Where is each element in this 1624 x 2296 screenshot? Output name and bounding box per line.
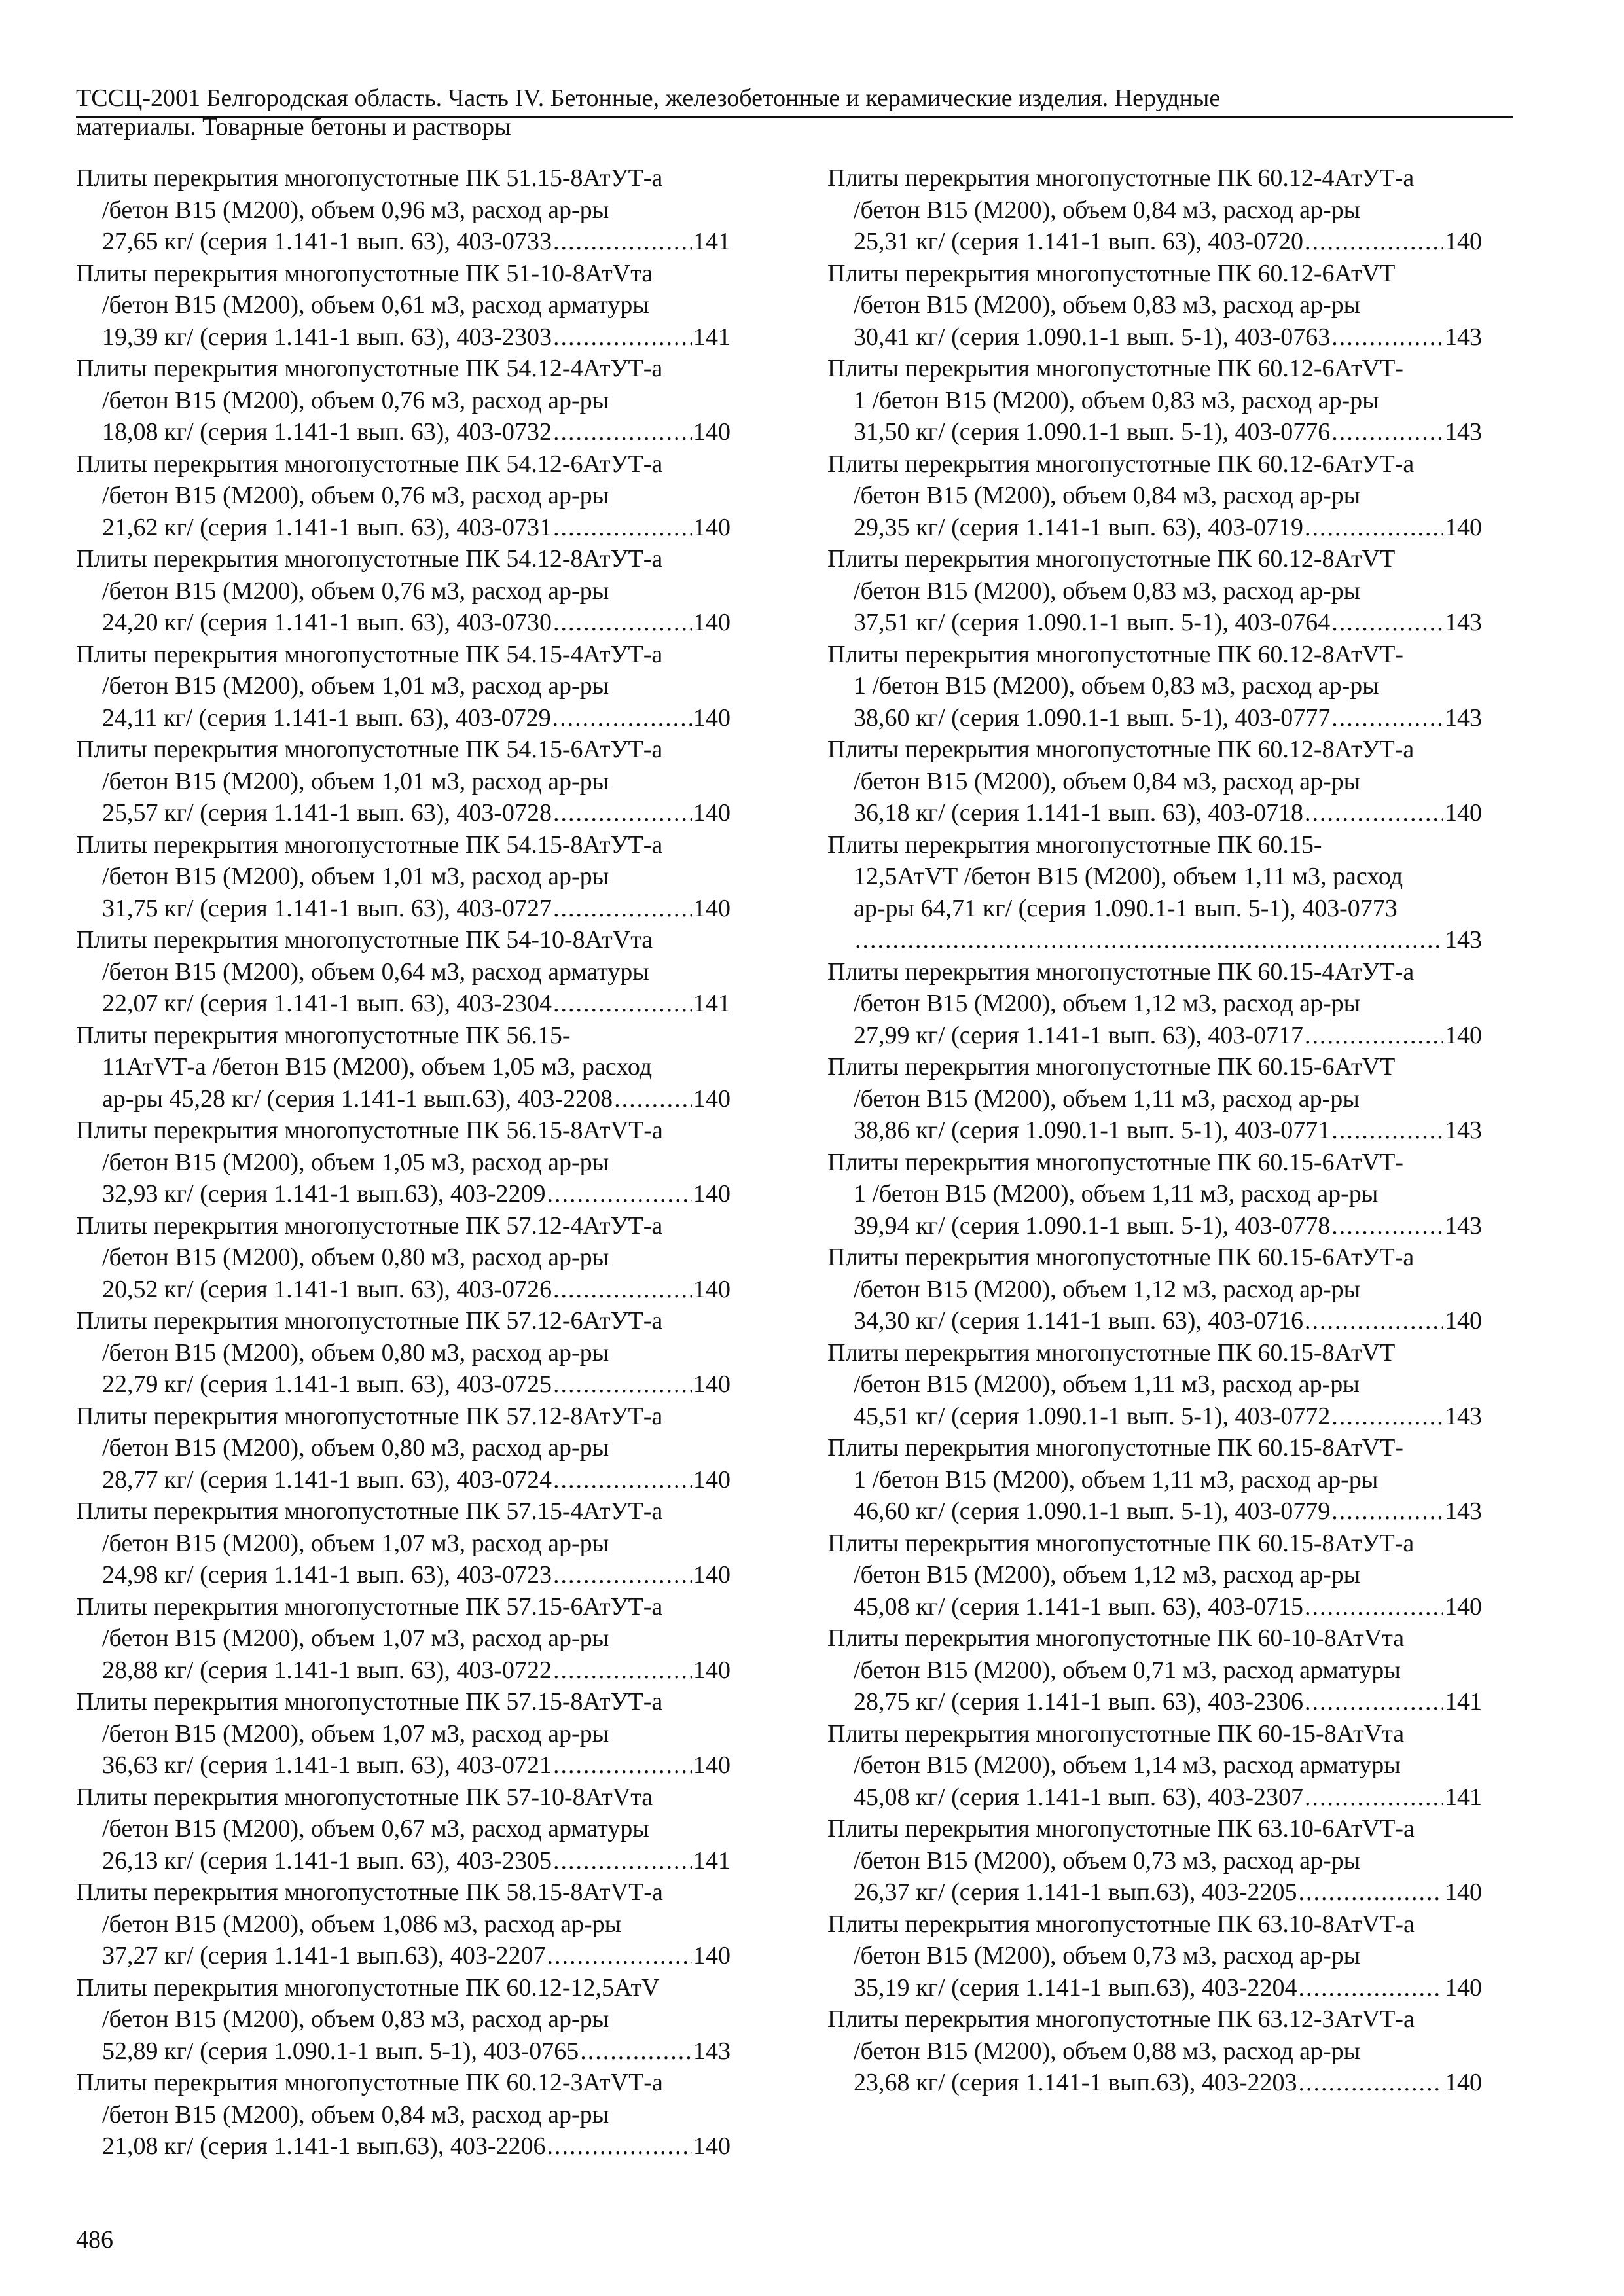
entry-text-line: 18,08 кг/ (серия 1.141-1 вып. 63), 403-0732 — [102, 418, 552, 446]
entry-page-ref: 140 — [693, 704, 731, 732]
entry-text-line: /бетон В15 (М200), объем 0,80 м3, расход ар-ры — [102, 1338, 609, 1367]
entry-text-line: 25,31 кг/ (серия 1.141-1 вып. 63), 403-0720 — [854, 228, 1304, 255]
entry-last-line — [76, 226, 731, 258]
entry-last-line — [827, 416, 1482, 448]
entry-text-line: Плиты перекрытия многопустотные ПК 58.15-8АтVТ-а — [76, 1878, 663, 1906]
entry-last-line — [76, 2036, 731, 2068]
entry-text-line: 1 /бетон В15 (М200), объем 1,11 м3, расход ар-ры — [854, 1465, 1379, 1494]
index-entry — [76, 1686, 731, 1782]
entry-text-line: ар-ры 45,28 кг/ (серия 1.141-1 вып.63), 403-2208 — [102, 1085, 613, 1113]
entry-text-line: /бетон В15 (М200), объем 0,84 м3, расход ар-ры — [102, 2100, 609, 2128]
entry-last-line — [827, 321, 1482, 353]
entry-last-line — [76, 797, 731, 829]
dot-leader — [553, 1464, 692, 1496]
index-entry — [76, 1591, 731, 1687]
entry-text-line: Плиты перекрытия многопустотные ПК 63.10-6АтVТ-а — [827, 1815, 1415, 1842]
entry-last-line — [827, 702, 1482, 734]
entry-text-line: 37,27 кг/ (серия 1.141-1 вып.63), 403-2207 — [102, 1942, 546, 1969]
entry-page-ref: 143 — [1445, 1117, 1482, 1144]
entry-last-line — [827, 1591, 1482, 1623]
index-entry — [827, 1528, 1482, 1623]
entry-text-line: Плиты перекрытия многопустотные ПК 60-15-8АтVта — [827, 1719, 1405, 1748]
dot-leader — [553, 512, 692, 544]
dot-leader — [1331, 1115, 1443, 1147]
entry-text-line: /бетон В15 (М200), объем 0,80 м3, расход ар-ры — [102, 1244, 609, 1271]
entry-text-line: /бетон В15 (М200), объем 1,086 м3, расход ар-ры — [102, 1910, 622, 1938]
entry-text-line: /бетон В15 (М200), объем 0,88 м3, расход ар-ры — [854, 2037, 1361, 2065]
entry-page-ref: 140 — [1445, 513, 1482, 541]
entry-page-ref: 140 — [693, 513, 731, 541]
entry-page-ref: 140 — [693, 1465, 731, 1494]
index-entry — [76, 448, 731, 544]
dot-leader — [1331, 702, 1443, 734]
entry-text-line: Плиты перекрытия многопустотные ПК 60.12-6АтVТ — [827, 259, 1396, 287]
entry-text-line: /бетон В15 (М200), объем 0,76 м3, расход ар-ры — [102, 577, 609, 605]
entry-page-ref: 140 — [1445, 1592, 1482, 1621]
entry-text-line: /бетон В15 (М200), объем 0,96 м3, расход ар-ры — [102, 196, 609, 224]
entry-text-line: 46,60 кг/ (серия 1.090.1-1 вып. 5-1), 403-0779 — [854, 1498, 1331, 1525]
index-entry — [827, 1813, 1482, 1909]
entry-text-line: 39,94 кг/ (серия 1.090.1-1 вып. 5-1), 403-0778 — [854, 1211, 1331, 1240]
dot-leader — [1331, 321, 1443, 353]
entry-text-line: 31,75 кг/ (серия 1.141-1 вып. 63), 403-0727 — [102, 894, 552, 922]
entry-last-line — [76, 607, 731, 639]
dot-leader — [1299, 1972, 1443, 2004]
dot-leader — [1299, 2067, 1443, 2099]
entry-text-line: 36,63 кг/ (серия 1.141-1 вып. 63), 403-0721 — [102, 1751, 552, 1779]
entry-text-line: Плиты перекрытия многопустотные ПК 60-10-8АтVта — [827, 1624, 1405, 1652]
entry-text-line: Плиты перекрытия многопустотные ПК 51.15-8АтУТ-а — [76, 164, 663, 192]
entry-text-line: Плиты перекрытия многопустотные ПК 60.15-8АтУТ-а — [827, 1529, 1415, 1557]
entry-text-line: Плиты перекрытия многопустотные ПК 63.12-3АтVТ-а — [827, 2005, 1415, 2033]
entry-text-line: /бетон В15 (М200), объем 0,64 м3, расход арматуры — [102, 958, 649, 986]
entry-page-ref: 140 — [693, 2132, 731, 2160]
entry-text-line: 24,98 кг/ (серия 1.141-1 вып. 63), 403-0723 — [102, 1561, 552, 1588]
entry-last-line — [827, 1782, 1482, 1814]
entry-text-line: 22,07 кг/ (серия 1.141-1 вып. 63), 403-2304 — [102, 990, 552, 1017]
entry-text-line: /бетон В15 (М200), объем 0,73 м3, расход ар-ры — [854, 1846, 1361, 1874]
entry-text-line: 27,65 кг/ (серия 1.141-1 вып. 63), 403-0733 — [102, 228, 552, 255]
entry-last-line — [827, 1305, 1482, 1337]
entry-text-line: Плиты перекрытия многопустотные ПК 60.15-6АтУТ-а — [827, 1244, 1415, 1271]
entry-text-line: Плиты перекрытия многопустотные ПК 60.12-4АтУТ-а — [827, 164, 1415, 192]
index-entry — [76, 1496, 731, 1591]
entry-last-line — [827, 607, 1482, 639]
dot-leader — [553, 607, 692, 639]
index-entry — [76, 1782, 731, 1877]
index-entry — [76, 734, 731, 829]
entry-last-line — [76, 1083, 731, 1115]
entry-text-line: 22,79 кг/ (серия 1.141-1 вып. 63), 403-0725 — [102, 1371, 552, 1398]
entry-text-line: 24,11 кг/ (серия 1.141-1 вып. 63), 403-0729 — [102, 704, 551, 732]
dot-leader — [547, 1940, 692, 1972]
entry-text-line: 32,93 кг/ (серия 1.141-1 вып.63), 403-2209 — [102, 1180, 546, 1208]
entry-text-line: Плиты перекрытия многопустотные ПК 60.15-8АтVТ — [827, 1338, 1396, 1367]
entry-text-line: /бетон В15 (М200), объем 1,14 м3, расход арматуры — [854, 1751, 1401, 1779]
entry-text-line: Плиты перекрытия многопустотные ПК 57.12-8АтУТ-а — [76, 1402, 663, 1430]
entry-text-line: 30,41 кг/ (серия 1.090.1-1 вып. 5-1), 403-0763 — [854, 323, 1331, 351]
entry-text-line: 1 /бетон В15 (М200), объем 0,83 м3, расход ар-ры — [854, 386, 1379, 414]
index-entry — [76, 829, 731, 925]
entry-text-line: 52,89 кг/ (серия 1.090.1-1 вып. 5-1), 403-0765 — [102, 2037, 579, 2065]
entry-text-line: 25,57 кг/ (серия 1.141-1 вып. 63), 403-0728 — [102, 799, 552, 827]
entry-text-line: 1 /бетон В15 (М200), объем 0,83 м3, расход ар-ры — [854, 672, 1379, 700]
entry-page-ref: 143 — [1445, 418, 1482, 446]
entry-text-line: 45,08 кг/ (серия 1.141-1 вып. 63), 403-2307 — [854, 1783, 1304, 1811]
entry-page-ref: 140 — [693, 609, 731, 636]
entry-page-ref: 140 — [1445, 1973, 1482, 2001]
entry-page-ref: 143 — [1445, 609, 1482, 636]
entry-text-line: /бетон В15 (М200), объем 0,83 м3, расход ар-ры — [102, 2005, 609, 2033]
entry-text-line: /бетон В15 (М200), объем 1,11 м3, расход ар-ры — [854, 1085, 1360, 1113]
entry-text-line: Плиты перекрытия многопустотные ПК 54.15-8АтУТ-а — [76, 831, 663, 859]
dot-leader — [1305, 797, 1443, 829]
entry-text-line: 28,75 кг/ (серия 1.141-1 вып. 63), 403-2306 — [854, 1688, 1304, 1715]
entry-last-line — [76, 1464, 731, 1496]
index-entry — [827, 1432, 1482, 1528]
entry-text-line: 45,08 кг/ (серия 1.141-1 вып. 63), 403-0715 — [854, 1592, 1304, 1621]
entry-text-line: 21,08 кг/ (серия 1.141-1 вып.63), 403-2206 — [102, 2132, 546, 2160]
dot-leader — [1331, 607, 1443, 639]
entry-page-ref: 140 — [693, 1656, 731, 1684]
entry-last-line — [76, 512, 731, 544]
entry-last-line — [827, 1401, 1482, 1433]
entry-text-line: Плиты перекрытия многопустотные ПК 57.12-4АтУТ-а — [76, 1211, 663, 1240]
entry-text-line: 38,86 кг/ (серия 1.090.1-1 вып. 5-1), 403-0771 — [854, 1117, 1331, 1144]
index-entry — [76, 258, 731, 353]
entry-page-ref: 140 — [693, 1561, 731, 1588]
entry-page-ref: 143 — [693, 2037, 731, 2065]
dot-leader — [1305, 1305, 1443, 1337]
dot-leader — [1331, 416, 1443, 448]
entry-last-line — [76, 416, 731, 448]
entry-text-line: 20,52 кг/ (серия 1.141-1 вып. 63), 403-0726 — [102, 1275, 552, 1303]
index-entry — [827, 543, 1482, 639]
entry-text-line: /бетон В15 (М200), объем 0,67 м3, расход арматуры — [102, 1815, 649, 1842]
entry-text-line: 34,30 кг/ (серия 1.141-1 вып. 63), 403-0716 — [854, 1307, 1304, 1335]
entry-text-line: /бетон В15 (М200), объем 0,84 м3, расход ар-ры — [854, 482, 1361, 509]
entry-last-line — [827, 1496, 1482, 1528]
entry-text-line: /бетон В15 (М200), объем 0,80 м3, расход ар-ры — [102, 1434, 609, 1462]
dot-leader — [553, 1845, 692, 1877]
index-entry — [827, 1909, 1482, 2004]
entry-text-line: 19,39 кг/ (серия 1.141-1 вып. 63), 403-2303 — [102, 323, 552, 351]
entry-text-line: /бетон В15 (М200), объем 0,76 м3, расход ар-ры — [102, 386, 609, 414]
entry-text-line: 21,62 кг/ (серия 1.141-1 вып. 63), 403-0731 — [102, 513, 552, 541]
entry-text-line: /бетон В15 (М200), объем 0,73 м3, расход ар-ры — [854, 1942, 1361, 1969]
entry-text-line: Плиты перекрытия многопустотные ПК 63.10-8АтVТ-а — [827, 1910, 1415, 1938]
dot-leader — [553, 226, 692, 258]
entry-text-line: /бетон В15 (М200), объем 0,84 м3, расход ар-ры — [854, 196, 1361, 224]
entry-text-line: Плиты перекрытия многопустотные ПК 57.15-6АтУТ-а — [76, 1592, 663, 1621]
entry-text-line: 45,51 кг/ (серия 1.090.1-1 вып. 5-1), 403-0772 — [854, 1402, 1331, 1430]
entry-text-line: Плиты перекрытия многопустотные ПК 60.15-8АтVТ- — [827, 1434, 1403, 1462]
index-entry — [827, 448, 1482, 544]
entry-page-ref: 141 — [693, 228, 731, 255]
entry-text-line: 11АтVТ-а /бетон В15 (М200), объем 1,05 м3, расход — [102, 1053, 653, 1081]
dot-leader — [553, 988, 692, 1020]
index-entry — [827, 1623, 1482, 1718]
entry-text-line: 36,18 кг/ (серия 1.141-1 вып. 63), 403-0718 — [854, 799, 1304, 827]
dot-leader — [1305, 512, 1443, 544]
entry-page-ref: 140 — [1445, 1021, 1482, 1049]
entry-page-ref: 140 — [693, 1180, 731, 1208]
index-column-right — [827, 162, 1482, 2099]
entry-page-ref: 143 — [1445, 1211, 1482, 1240]
entry-page-ref: 140 — [693, 418, 731, 446]
index-entry — [76, 1020, 731, 1115]
entry-text-line: /бетон В15 (М200), объем 0,71 м3, расход арматуры — [854, 1656, 1401, 1684]
entry-page-ref: 140 — [693, 1942, 731, 1969]
entry-last-line — [76, 1749, 731, 1782]
entry-text-line: /бетон В15 (М200), объем 0,76 м3, расход ар-ры — [102, 482, 609, 509]
index-entry — [827, 1337, 1482, 1433]
entry-last-line — [76, 1940, 731, 1972]
index-entry — [827, 639, 1482, 734]
index-entry — [827, 258, 1482, 353]
entry-last-line — [76, 321, 731, 353]
entry-page-ref: 140 — [1445, 1307, 1482, 1335]
entry-text-line: /бетон В15 (М200), объем 1,07 м3, расход ар-ры — [102, 1624, 609, 1652]
entry-text-line: Плиты перекрытия многопустотные ПК 60.12-3АтVТ-а — [76, 2069, 663, 2096]
entry-last-line — [76, 893, 731, 925]
index-entry — [76, 639, 731, 734]
entry-page-ref: 143 — [1445, 1498, 1482, 1525]
entry-last-line — [827, 1876, 1482, 1909]
dot-leader — [1331, 1401, 1443, 1433]
entry-text-line: /бетон В15 (М200), объем 0,84 м3, расход ар-ры — [854, 767, 1361, 795]
dot-leader — [553, 1369, 692, 1401]
entry-text-line: /бетон В15 (М200), объем 1,12 м3, расход ар-ры — [854, 1275, 1361, 1303]
header-line-2: материалы. Товарные бетоны и растворы — [76, 113, 511, 141]
entry-text-line: 26,13 кг/ (серия 1.141-1 вып. 63), 403-2305 — [102, 1846, 552, 1874]
index-entry — [827, 162, 1482, 258]
entry-page-ref: 140 — [1445, 799, 1482, 827]
index-entry — [827, 956, 1482, 1052]
entry-text-line: Плиты перекрытия многопустотные ПК 60.12-12,5АтV — [76, 1973, 660, 2001]
entry-text-line: Плиты перекрытия многопустотные ПК 57.12-6АтУТ-а — [76, 1307, 663, 1335]
entry-text-line: /бетон В15 (М200), объем 1,01 м3, расход ар-ры — [102, 767, 609, 795]
entry-text-line: Плиты перекрытия многопустотные ПК 60.15-4АтУТ-а — [827, 958, 1415, 986]
entry-text-line: 29,35 кг/ (серия 1.141-1 вып. 63), 403-0719 — [854, 513, 1304, 541]
dot-leader — [553, 1655, 692, 1687]
entry-text-line: 1 /бетон В15 (М200), объем 1,11 м3, расход ар-ры — [854, 1180, 1379, 1208]
entry-text-line: 37,51 кг/ (серия 1.090.1-1 вып. 5-1), 403-0764 — [854, 609, 1331, 636]
entry-text-line: 12,5АтVТ /бетон В15 (М200), объем 1,11 м3, расход — [854, 863, 1403, 890]
dot-leader — [553, 1559, 692, 1591]
entry-last-line — [76, 2130, 731, 2162]
entry-text-line: Плиты перекрытия многопустотные ПК 54.15-4АтУТ-а — [76, 640, 663, 668]
dot-leader — [553, 416, 692, 448]
entry-page-ref: 143 — [1445, 1402, 1482, 1430]
entry-text-line: 26,37 кг/ (серия 1.141-1 вып.63), 403-2205 — [854, 1878, 1297, 1906]
dot-leader — [553, 1749, 692, 1782]
entry-text-line: Плиты перекрытия многопустотные ПК 54-10-8АтVта — [76, 926, 653, 954]
entry-text-line: Плиты перекрытия многопустотные ПК 57.15-8АтУТ-а — [76, 1688, 663, 1715]
entry-page-ref: 143 — [1445, 926, 1482, 954]
entry-last-line — [827, 1020, 1482, 1052]
entry-page-ref: 140 — [693, 894, 731, 922]
index-entry — [827, 1718, 1482, 1814]
index-entry — [76, 1305, 731, 1401]
entry-text-line: /бетон В15 (М200), объем 1,01 м3, расход ар-ры — [102, 863, 609, 890]
index-entry — [827, 2003, 1482, 2099]
entry-page-ref: 140 — [1445, 1878, 1482, 1906]
entry-last-line — [827, 2067, 1482, 2099]
entry-text-line: 31,50 кг/ (серия 1.090.1-1 вып. 5-1), 403-0776 — [854, 418, 1331, 446]
dot-leader — [552, 702, 692, 734]
page-number: 486 — [76, 2226, 113, 2253]
entry-text-line: Плиты перекрытия многопустотные ПК 56.15- — [76, 1021, 571, 1049]
dot-leader — [1305, 1020, 1443, 1052]
index-entry — [76, 1115, 731, 1210]
entry-text-line: 38,60 кг/ (серия 1.090.1-1 вып. 5-1), 403-0777 — [854, 704, 1331, 732]
entry-last-line — [76, 1178, 731, 1210]
entry-page-ref: 143 — [1445, 323, 1482, 351]
dot-leader — [1305, 1686, 1443, 1718]
index-entry — [827, 1242, 1482, 1337]
entry-last-line — [827, 1115, 1482, 1147]
dot-leader — [614, 1083, 692, 1115]
entry-text-line: /бетон В15 (М200), объем 1,01 м3, расход ар-ры — [102, 672, 609, 700]
dot-leader — [547, 1178, 692, 1210]
index-column-left — [76, 162, 731, 2162]
entry-last-line — [827, 1972, 1482, 2004]
entry-page-ref: 141 — [693, 1846, 731, 1874]
dot-leader — [1305, 1591, 1443, 1623]
index-entry — [76, 924, 731, 1020]
index-entry — [76, 2067, 731, 2162]
entry-text-line: 28,88 кг/ (серия 1.141-1 вып. 63), 403-0722 — [102, 1656, 552, 1684]
entry-text-line: Плиты перекрытия многопустотные ПК 51-10-8АтVта — [76, 259, 653, 287]
index-entry — [76, 1972, 731, 2068]
entry-text-line: Плиты перекрытия многопустотные ПК 56.15-8АтVТ-а — [76, 1117, 663, 1144]
dot-leader — [1331, 1496, 1443, 1528]
entry-page-ref: 143 — [1445, 704, 1482, 732]
entry-last-line — [76, 1559, 731, 1591]
entry-last-line — [76, 702, 731, 734]
entry-last-line — [827, 797, 1482, 829]
entry-page-ref: 140 — [693, 799, 731, 827]
index-entry — [827, 829, 1482, 956]
entry-text-line: /бетон В15 (М200), объем 0,61 м3, расход арматуры — [102, 291, 649, 319]
entry-last-line — [76, 988, 731, 1020]
running-header — [76, 84, 1513, 141]
entry-page-ref: 140 — [693, 1371, 731, 1398]
index-entry — [827, 353, 1482, 448]
entry-last-line — [76, 1655, 731, 1687]
entry-text-line: /бетон В15 (М200), объем 0,83 м3, расход ар-ры — [854, 291, 1361, 319]
dot-leader — [1305, 226, 1443, 258]
entry-last-line — [76, 1369, 731, 1401]
entry-text-line: Плиты перекрытия многопустотные ПК 54.12-6АтУТ-а — [76, 450, 663, 478]
index-entry — [827, 734, 1482, 829]
entry-text-line: Плиты перекрытия многопустотные ПК 60.15- — [827, 831, 1322, 859]
entry-last-line — [827, 226, 1482, 258]
header-rule — [76, 116, 1513, 118]
entry-text-line: 24,20 кг/ (серия 1.141-1 вып. 63), 403-0730 — [102, 609, 552, 636]
dot-leader — [547, 2130, 692, 2162]
entry-text-line: Плиты перекрытия многопустотные ПК 60.12-6АтVТ- — [827, 355, 1403, 382]
dot-leader — [1305, 1782, 1443, 1814]
entry-text-line: 23,68 кг/ (серия 1.141-1 вып.63), 403-2203 — [854, 2069, 1297, 2096]
entry-page-ref: 141 — [693, 990, 731, 1017]
dot-leader — [580, 2036, 692, 2068]
entry-text-line: Плиты перекрытия многопустотные ПК 54.12-4АтУТ-а — [76, 355, 663, 382]
dot-leader — [553, 1274, 692, 1306]
entry-page-ref: 140 — [693, 1085, 731, 1113]
entry-text-line: Плиты перекрытия многопустотные ПК 57.15-4АтУТ-а — [76, 1498, 663, 1525]
index-entry — [827, 1147, 1482, 1242]
entry-text-line: /бетон В15 (М200), объем 1,07 м3, расход ар-ры — [102, 1719, 609, 1748]
entry-text-line: Плиты перекрытия многопустотные ПК 60.12-8АтVТ — [827, 545, 1396, 573]
entry-last-line — [827, 512, 1482, 544]
dot-leader — [855, 924, 1443, 956]
entry-text-line: 28,77 кг/ (серия 1.141-1 вып. 63), 403-0724 — [102, 1465, 552, 1494]
entry-last-line — [76, 1274, 731, 1306]
entry-text-line: Плиты перекрытия многопустотные ПК 60.12-6АтУТ-а — [827, 450, 1415, 478]
entry-text-line: Плиты перекрытия многопустотные ПК 57-10-8АтVта — [76, 1783, 653, 1811]
entry-last-line — [827, 1686, 1482, 1718]
entry-last-line — [827, 924, 1482, 956]
entry-page-ref: 141 — [1445, 1688, 1482, 1715]
header-line-1: ТССЦ-2001 Белгородская область. Часть IV. Бетонные, железобетонные и керамические изделия. Нерудные — [76, 84, 1221, 112]
index-entry — [76, 162, 731, 258]
entry-text-line: ар-ры 64,71 кг/ (серия 1.090.1-1 вып. 5-1), 403-0773 — [854, 894, 1398, 922]
entry-text-line: Плиты перекрытия многопустотные ПК 60.15-6АтVТ- — [827, 1148, 1403, 1176]
entry-text-line: Плиты перекрытия многопустотные ПК 54.12-8АтУТ-а — [76, 545, 663, 573]
entry-page-ref: 140 — [1445, 2069, 1482, 2096]
index-entry — [76, 543, 731, 639]
index-entry — [76, 1210, 731, 1306]
entry-text-line: Плиты перекрытия многопустотные ПК 60.15-6АтVТ — [827, 1053, 1396, 1081]
index-entry — [76, 353, 731, 448]
entry-last-line — [827, 1210, 1482, 1242]
entry-text-line: /бетон В15 (М200), объем 1,12 м3, расход ар-ры — [854, 1561, 1361, 1588]
index-entry — [827, 1051, 1482, 1147]
entry-page-ref: 140 — [693, 1275, 731, 1303]
dot-leader — [553, 797, 692, 829]
entry-page-ref: 140 — [1445, 228, 1482, 255]
entry-text-line: Плиты перекрытия многопустотные ПК 60.12-8АтУТ-а — [827, 736, 1415, 763]
entry-text-line: /бетон В15 (М200), объем 1,11 м3, расход ар-ры — [854, 1371, 1360, 1398]
index-entry — [76, 1401, 731, 1496]
entry-text-line: /бетон В15 (М200), объем 1,05 м3, расход ар-ры — [102, 1148, 609, 1176]
dot-leader — [1299, 1876, 1443, 1909]
entry-text-line: /бетон В15 (М200), объем 1,07 м3, расход ар-ры — [102, 1529, 609, 1557]
dot-leader — [553, 893, 692, 925]
entry-text-line: /бетон В15 (М200), объем 0,83 м3, расход ар-ры — [854, 577, 1361, 605]
entry-page-ref: 141 — [1445, 1783, 1482, 1811]
entry-page-ref: 141 — [693, 323, 731, 351]
entry-text-line: Плиты перекрытия многопустотные ПК 54.15-6АтУТ-а — [76, 736, 663, 763]
entry-page-ref: 140 — [693, 1751, 731, 1779]
entry-text-line: 35,19 кг/ (серия 1.141-1 вып.63), 403-2204 — [854, 1973, 1297, 2001]
dot-leader — [1331, 1210, 1443, 1242]
index-entry — [76, 1876, 731, 1972]
entry-text-line: 27,99 кг/ (серия 1.141-1 вып. 63), 403-0717 — [854, 1021, 1304, 1049]
dot-leader — [553, 321, 692, 353]
entry-text-line: Плиты перекрытия многопустотные ПК 60.12-8АтVТ- — [827, 640, 1403, 668]
entry-last-line — [76, 1845, 731, 1877]
entry-text-line: /бетон В15 (М200), объем 1,12 м3, расход ар-ры — [854, 990, 1361, 1017]
